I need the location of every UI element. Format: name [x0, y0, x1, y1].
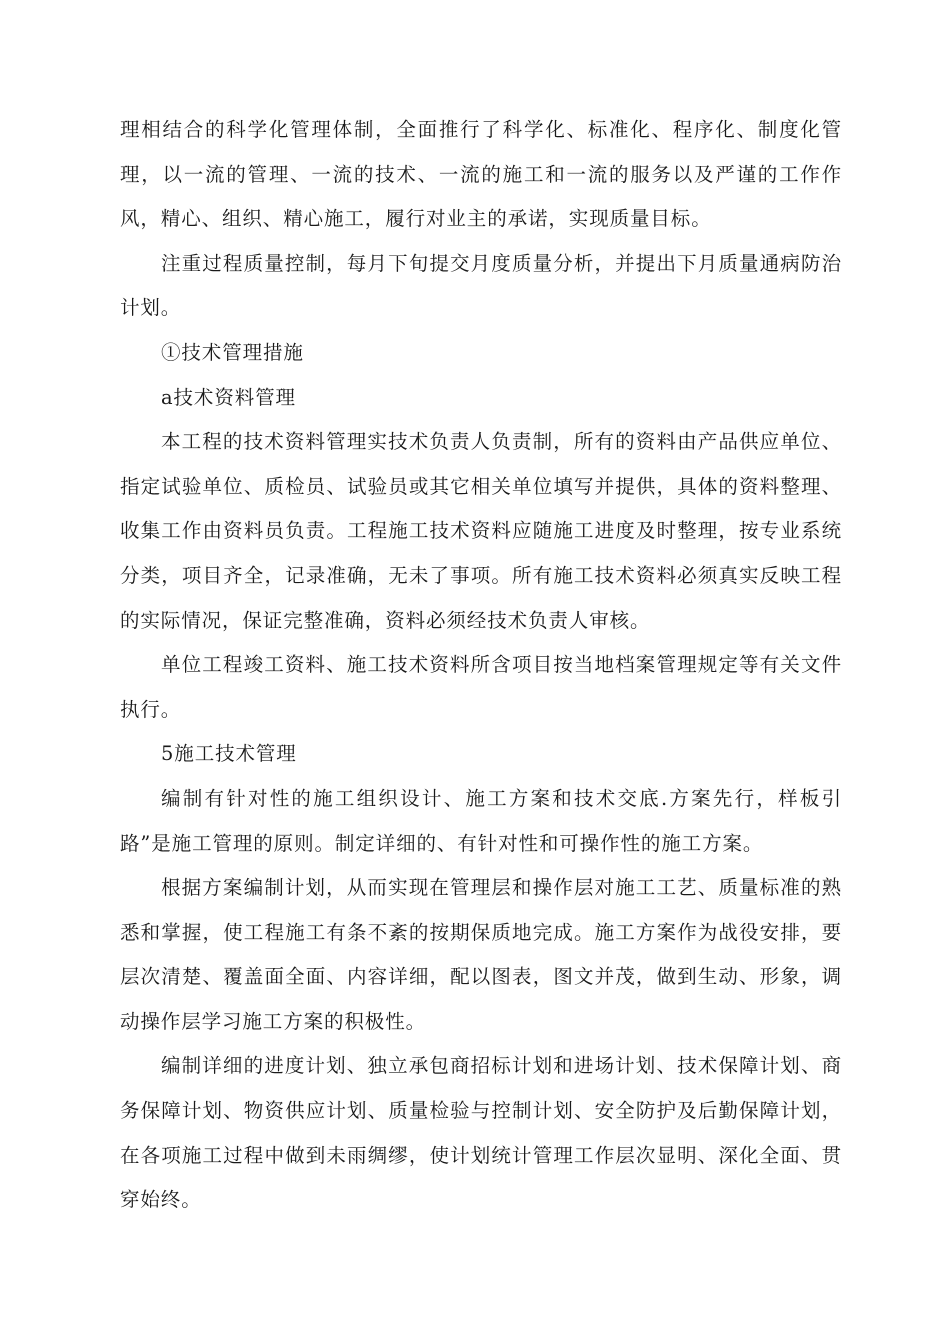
paragraph-completion-data: 单位工程竣工资料、施工技术资料所含项目按当地档案管理规定等有关文件执行。	[120, 653, 842, 721]
heading-technical-measures: ①技术管理措施	[161, 340, 304, 364]
paragraph-detailed-plans: 编制详细的进度计划、独立承包商招标计划和进场计划、技术保障计划、商务保障计划、物资供应计划、质量检验与控制计划、安全防护及后勤保障计划，在各项施工过程中做到未雨绸缪，使计划统计管理工作层次显明、深化全面、贯穿始终。	[120, 1054, 842, 1212]
document-page	[120, 108, 842, 1223]
paragraph-construction-plan: 编制有针对性的施工组织设计、施工方案和技术交底.方案先行，样板引路”是施工管理的原则。制定详细的、有针对性和可操作性的施工方案。	[120, 786, 842, 855]
paragraph-continued: 理相结合的科学化管理体制，全面推行了科学化、标准化、程序化、制度化管理，以一流的管理、一流的技术、一流的施工和一流的服务以及严谨的工作作风，精心、组织、精心施工，履行对业主的承诺，实现质量目标。	[120, 118, 842, 231]
paragraph-plan-schedule: 根据方案编制计划，从而实现在管理层和操作层对施工工艺、质量标准的熟悉和掌握，使工程施工有条不紊的按期保质地完成。施工方案作为战役安排，要层次清楚、覆盖面全面、内容详细，配以图表，图文并茂，做到生动、形象，调动操作层学习施工方案的积极性。	[120, 876, 842, 1033]
paragraph-quality-control: 注重过程质量控制，每月下旬提交月度质量分析，并提出下月质量通病防治计划。	[120, 251, 842, 320]
paragraph-data-management: 本工程的技术资料管理实技术负责人负责制，所有的资料由产品供应单位、指定试验单位、质检员、试验员或其它相关单位填写并提供，具体的资料整理、收集工作由资料员负责。工程施工技术资料应随施工进度及时整理，按专业系统分类，项目齐全，记录准确，无未了事项。所有施工技术资料必须真实反映工程的实际情况，保证完整准确，资料必须经技术负责人审核。	[120, 430, 842, 632]
heading-technical-data: a技术资料管理	[161, 385, 296, 409]
heading-construction-technical: 5施工技术管理	[161, 742, 297, 766]
